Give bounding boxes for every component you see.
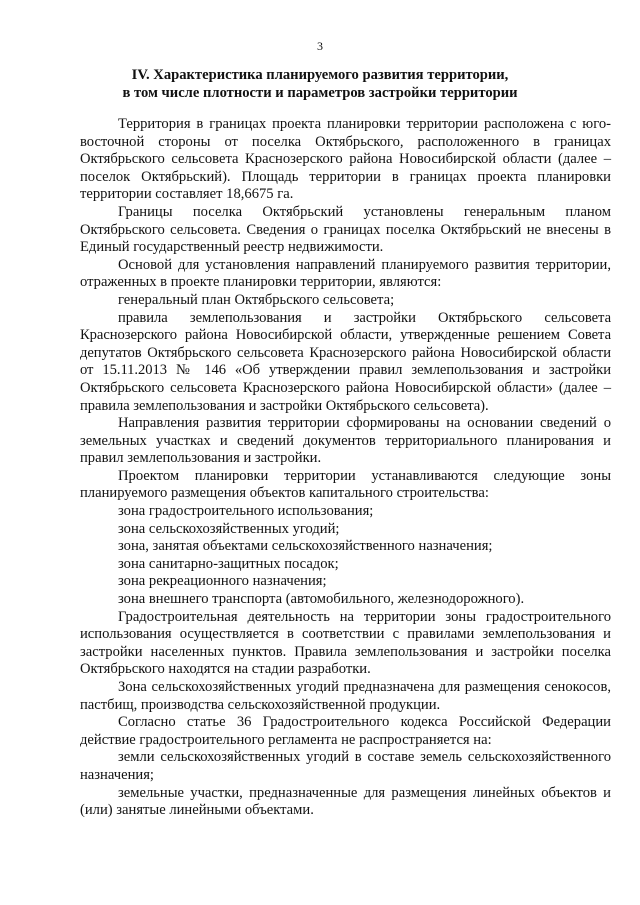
paragraph-territory-location: Территория в границах проекта планировки территории расположена с юго-восточной стороны от поселка Октябрьского, расположенного в границах Октябрьского сельсовета Краснозерского района Новосибирской области (далее – поселок Октябрьский). Площадь территории в границах проекта планировки территории составляет 18,6675 га.: [80, 116, 611, 203]
paragraph-settlement-borders: Границы поселка Октябрьский установлены генеральным планом Октябрьского сельсовета. Сведения о границах поселка Октябрьский не внесены в Единый государственный реестр недвижимости.: [80, 203, 611, 256]
list-item-general-plan: генеральный план Октябрьского сельсовета;: [118, 291, 395, 308]
list-item-zone-urban: зона градостроительного использования;: [118, 503, 374, 520]
list-item-agricultural-lands: земли сельскохозяйственных угодий в составе земель сельскохозяйственного назначения;: [80, 749, 611, 783]
paragraph-basis-intro: Основой для установления направлений планируемого развития территории, отраженных в проекте планировки территории, являются:: [80, 256, 611, 291]
paragraph-urban-activity: Градостроительная деятельность на территории зоны градостроительного использования осуществляется в соответствии с правилами землепользования и застройки населенных пунктов. Правила землепользования и застройки поселка Октябрьского находятся на стадии разработки.: [80, 608, 611, 678]
section-heading-line-1: IV. Характеристика планируемого развития территории,: [131, 67, 509, 83]
list-item-zone-recreational: зона рекреационного назначения;: [118, 573, 327, 590]
page-number: 3: [317, 39, 323, 53]
list-item-zone-agricultural-land: зона сельскохозяйственных угодий;: [118, 520, 340, 537]
paragraph-article-36: Согласно статье 36 Градостроительного кодекса Российской Федерации действие градостроительного регламента не распространяется на:: [80, 714, 611, 748]
paragraph-development-directions: Направления развития территории сформированы на основании сведений о земельных участках и сведений документов территориального планирования и правил землепользования и застройки.: [80, 415, 611, 467]
list-item-linear-objects: земельные участки, предназначенные для размещения линейных объектов и (или) занятые линейными объектами.: [80, 784, 611, 819]
list-item-zone-agricultural-objects: зона, занятая объектами сельскохозяйственного назначения;: [118, 538, 493, 555]
list-item-zone-sanitary: зона санитарно-защитных посадок;: [118, 555, 339, 572]
section-heading: [80, 66, 560, 102]
document-body: [80, 116, 611, 820]
paragraph-agricultural-zone: Зона сельскохозяйственных угодий предназначена для размещения сенокосов, пастбищ, производства сельскохозяйственной продукции.: [80, 679, 611, 713]
paragraph-zones-intro: Проектом планировки территории устанавливаются следующие зоны планируемого размещения объектов капитального строительства:: [80, 467, 611, 502]
section-heading-line-2: в том числе плотности и параметров застройки территории: [122, 85, 518, 101]
list-item-zone-transport: зона внешнего транспорта (автомобильного, железнодорожного).: [118, 591, 525, 608]
list-item-land-use-rules: правила землепользования и застройки Октябрьского сельсовета Краснозерского района Новосибирской области, утвержденные решением Совета депутатов Октябрьского сельсовета Краснозерского района Новосибирской области от 15.11.2013 № 146 «Об утверждении правил землепользования и застройки Октябрьского сельсовета Краснозерского района Новосибирской области» (далее – правила землепользования и застройки Октябрьского сельсовета).: [80, 309, 611, 414]
